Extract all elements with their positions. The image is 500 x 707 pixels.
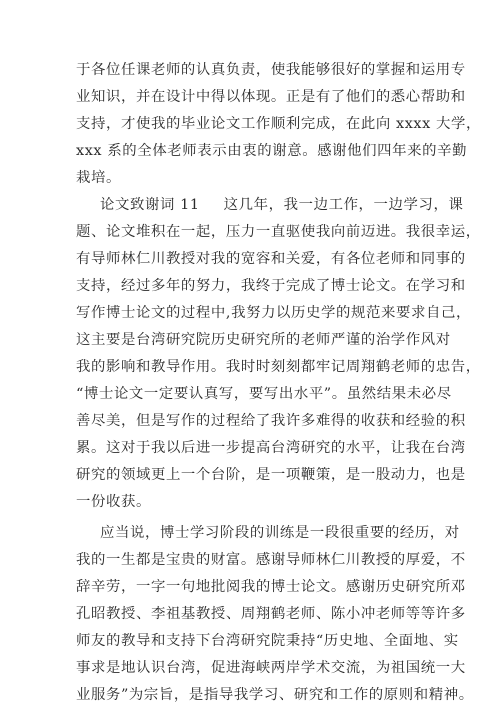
- text-line: 一份收获。: [76, 494, 151, 510]
- text-line: 我的一生都是宝贵的财富。感谢导师林仁川教授的厚爱，不: [76, 552, 466, 568]
- section-heading: 论文致谢词 11: [100, 197, 200, 213]
- text-line: 业服务”为宗旨，是指导我学习、研究和工作的原则和精神。: [76, 687, 474, 703]
- text-segment: 这几年，我一边工作，一边学习，课: [223, 197, 464, 213]
- text-line: 累。这对于我以后进一步提高台湾研究的水平，让我在台湾: [76, 440, 466, 456]
- text-line: 写作博士论文的过程中,我努力以历史学的规范来要求自己，: [76, 305, 471, 321]
- text-line: 研究的领域更上一个台阶，是一项鞭策，是一股动力，也是: [76, 467, 466, 483]
- text-line: “博士论文一定要认真写，要写出水平”。虽然结果未必尽: [76, 386, 452, 402]
- text-line: 业知识，并在设计中得以体现。正是有了他们的悉心帮助和: [76, 89, 466, 105]
- text-line: 这主要是台湾研究院历史研究所的老师严谨的治学作风对: [76, 332, 451, 348]
- text-line: 辞辛劳，一字一句地批阅我的博士论文。感谢历史研究所邓: [76, 579, 466, 595]
- text-line: 师友的教导和支持下台湾研究院秉持“历史地、全面地、实: [76, 633, 459, 649]
- text-line: 于各位任课老师的认真负责，使我能够很好的掌握和运用专: [76, 62, 466, 78]
- text-line: 有导师林仁川教授对我的宽容和关爱，有各位老师和同事的: [76, 251, 466, 267]
- text-line: 题、论文堆积在一起，压力一直驱使我向前迈进。我很幸运，: [76, 224, 481, 240]
- paragraph-first-line: [76, 521, 460, 545]
- text-line: 孔昭教授、李祖基教授、周翔鹤老师、陈小冲老师等等许多: [76, 606, 466, 622]
- text-line: 事求是地认识台湾，促进海峡两岸学术交流，为祖国统一大: [76, 660, 466, 676]
- text-segment: 应当说，博士学习阶段的训练是一段很重要的经历，对: [100, 525, 460, 541]
- paragraph-heading-line: [76, 193, 464, 217]
- text-line: 栽培。: [76, 170, 121, 186]
- text-line: 我的影响和教导作用。我时时刻刻都牢记周翔鹤老师的忠告，: [76, 359, 481, 375]
- text-line: xxx 系的全体老师表示由衷的谢意。感谢他们四年来的辛勤: [76, 143, 468, 159]
- text-line: 支持，才使我的毕业论文工作顺利完成，在此向 xxxx 大学，: [76, 116, 481, 132]
- text-line: 善尽美，但是写作的过程给了我许多难得的收获和经验的积: [76, 413, 466, 429]
- text-line: 支持，经过多年的努力，我终于完成了博士论文。在学习和: [76, 278, 466, 294]
